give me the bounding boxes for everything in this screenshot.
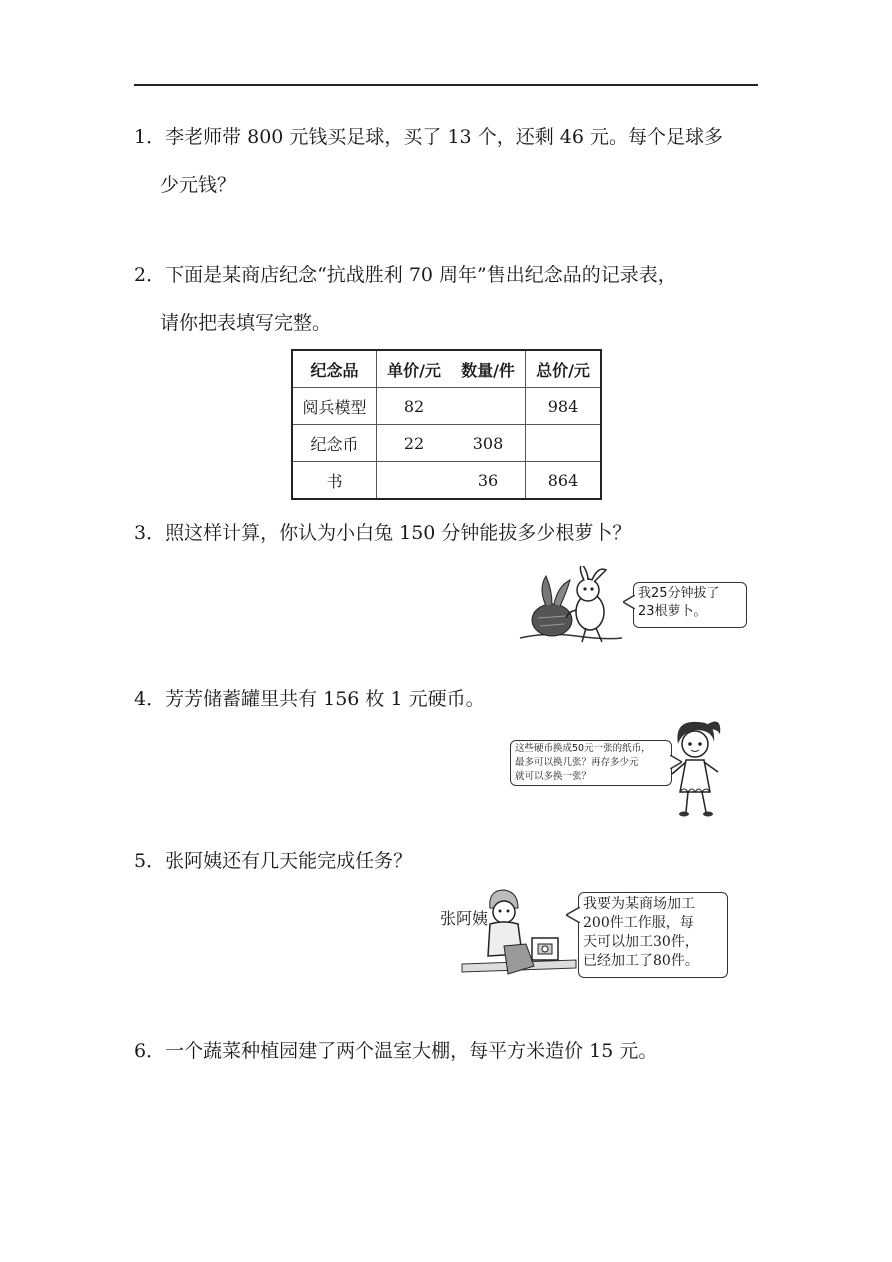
- table-row: [292, 425, 601, 462]
- cell-unit-price: 22: [377, 425, 452, 462]
- cell-quantity: 308: [451, 425, 526, 462]
- question-3: 3．照这样计算，你认为小白兔 150 分钟能拔多少根萝卜？: [134, 522, 632, 544]
- table-row: [292, 388, 601, 425]
- table-header-row: [292, 350, 601, 388]
- cell-item: 纪念币: [292, 425, 377, 462]
- rabbit-carrot-illustration: [516, 566, 626, 650]
- cell-unit-price: [377, 462, 452, 500]
- table-row: [292, 462, 601, 500]
- souvenir-record-table: [291, 349, 602, 500]
- aunt-speech-line-1: 我要为某商场加工: [583, 896, 695, 912]
- rabbit-speech-line-2: 23根萝卜。: [638, 604, 707, 619]
- question-4: 4．芳芳储蓄罐里共有 156 枚 1 元硬币。: [134, 688, 485, 710]
- header-souvenir: 纪念品: [292, 350, 377, 388]
- girl-speech-line-3: 就可以多换一张？: [515, 771, 592, 782]
- question-2-line-1: 2．下面是某商店纪念“抗战胜利 70 周年”售出纪念品的记录表，: [134, 264, 677, 286]
- aunt-speech-line-4: 已经加工了80件。: [583, 953, 699, 969]
- cell-total-price: [526, 425, 602, 462]
- cell-item: 阅兵模型: [292, 388, 377, 425]
- aunt-speech-bubble: [578, 892, 728, 978]
- girl-illustration: [664, 716, 726, 820]
- cell-item: 书: [292, 462, 377, 500]
- cell-quantity: 36: [451, 462, 526, 500]
- question-1-line-1: 1．李老师带 800 元钱买足球，买了 13 个，还剩 46 元。每个足球多: [134, 126, 723, 148]
- header-unit-price: 单价/元: [377, 350, 452, 388]
- girl-speech-line-2: 最多可以换几张？再存多少元: [515, 757, 639, 768]
- bubble-tail: [566, 907, 580, 923]
- rabbit-speech-line-1: 我25分钟拔了: [638, 586, 720, 601]
- aunt-speech-line-3: 天可以加工30件，: [583, 934, 699, 950]
- girl-speech-line-1: 这些硬币换成50元一张的纸币，: [515, 743, 651, 754]
- question-1-line-2: 少元钱？: [160, 174, 237, 196]
- cell-total-price: 984: [526, 388, 602, 425]
- cell-total-price: 864: [526, 462, 602, 500]
- bubble-tail: [623, 595, 635, 609]
- aunt-sewing-illustration: [460, 882, 578, 982]
- question-2-line-2: 请你把表填写完整。: [160, 312, 332, 334]
- aunt-speech-line-2: 200件工作服，每: [583, 915, 694, 931]
- rabbit-speech-bubble: [633, 582, 747, 628]
- top-rule: [134, 84, 758, 86]
- girl-speech-bubble: [510, 740, 672, 786]
- cell-unit-price: 82: [377, 388, 452, 425]
- aunt-zhang-label: 张阿姨: [440, 909, 489, 928]
- header-quantity: 数量/件: [451, 350, 526, 388]
- header-total-price: 总价/元: [526, 350, 602, 388]
- question-5: 5．张阿姨还有几天能完成任务？: [134, 850, 413, 872]
- cell-quantity: [451, 388, 526, 425]
- question-6: 6．一个蔬菜种植园建了两个温室大棚，每平方米造价 15 元。: [134, 1040, 658, 1062]
